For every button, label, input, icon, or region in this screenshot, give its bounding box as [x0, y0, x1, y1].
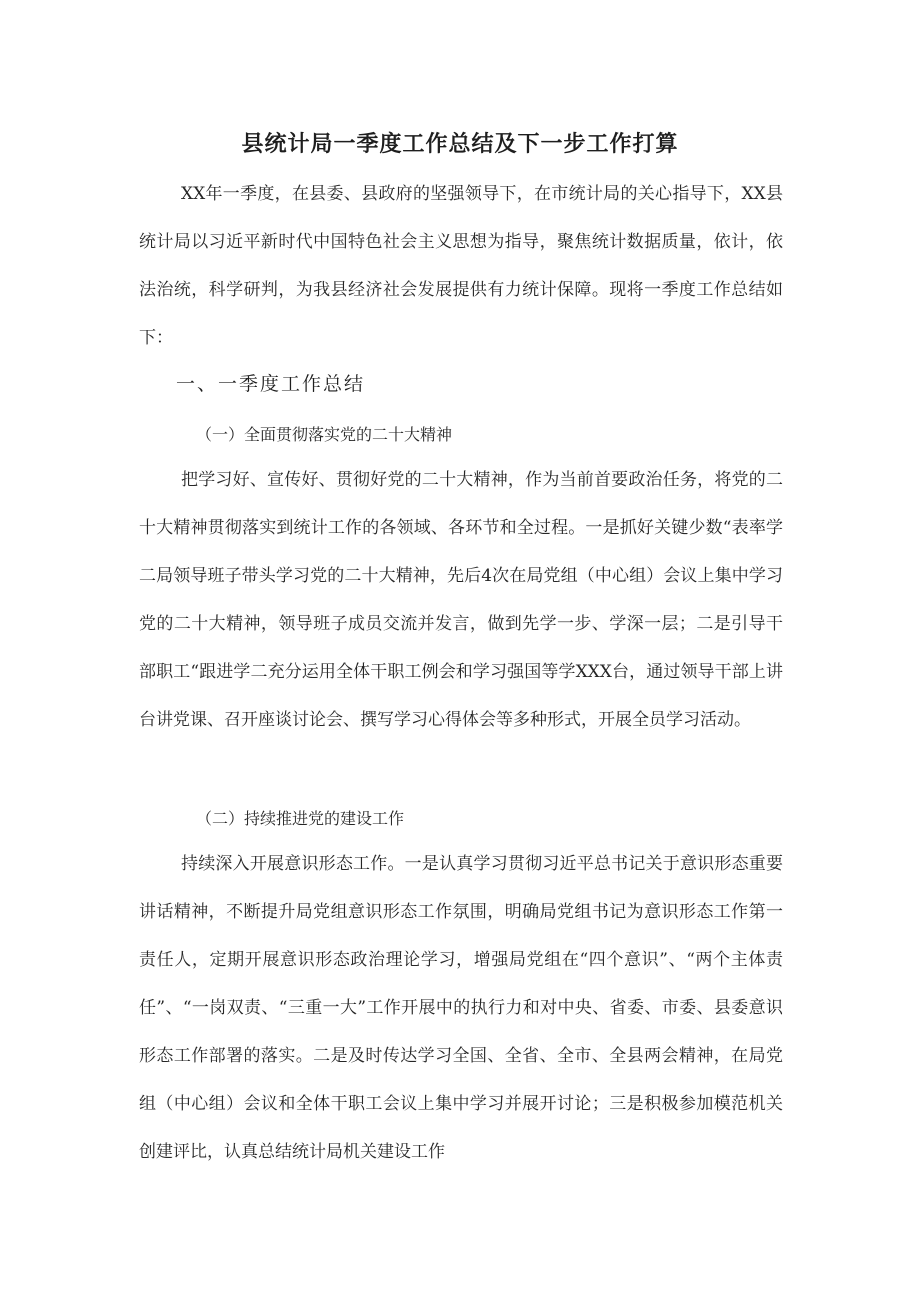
section-heading-1: 一、一季度工作总结: [176, 373, 366, 395]
subsection-1-paragraph: 把学习好、宣传好、贯彻好党的二十大精神，作为当前首要政治任务，将党的二十大精神贯彻落实到统计工作的各领域、各环节和全过程。一是抓好关键少数“表率学二局领导班子带头学习党的二十大精神，先后4次在局党组（中心组）会议上集中学习党的二十大精神，领导班子成员交流并发言，做到先学一步、学深一层；二是引导干部职工“跟进学二充分运用全体干职工例会和学习强国等学XXX台，通过领导干部上讲台讲党课、召开座谈讨论会、撰写学习心得体会等多种形式，开展全员学习活动。: [139, 470, 783, 730]
document-title: 县统计局一季度工作总结及下一步工作打算: [241, 132, 679, 157]
subsection-heading-2: （二）持续推进党的建设工作: [196, 809, 405, 828]
subsection-heading-1: （一）全面贯彻落实党的二十大精神: [196, 425, 453, 444]
subsection-2-paragraph: 持续深入开展意识形态工作。一是认真学习贯彻习近平总书记关于意识形态重要讲话精神，不断提升局党组意识形态工作氛围，明确局党组书记为意识形态工作第一责任人，定期开展意识形态政治理论学习，增强局党组在“四个意识”、“两个主体责任”、“一岗双责、“三重一大”工作开展中的执行力和对中央、省委、市委、县委意识形态工作部署的落实。二是及时传达学习全国、全省、全市、全县两会精神，在局党组（中心组）会议和全体干职工会议上集中学习并展开讨论；三是积极参加模范机关创建评比，认真总结统计局机关建设工作: [139, 854, 783, 1162]
intro-paragraph: XX年一季度，在县委、县政府的坚强领导下，在市统计局的关心指导下，XX县统计局以习近平新时代中国特色社会主义思想为指导，聚焦统计数据质量，依计，依法治统，科学研判，为我县经济社会发展提供有力统计保障。现将一季度工作总结如下：: [139, 184, 783, 348]
